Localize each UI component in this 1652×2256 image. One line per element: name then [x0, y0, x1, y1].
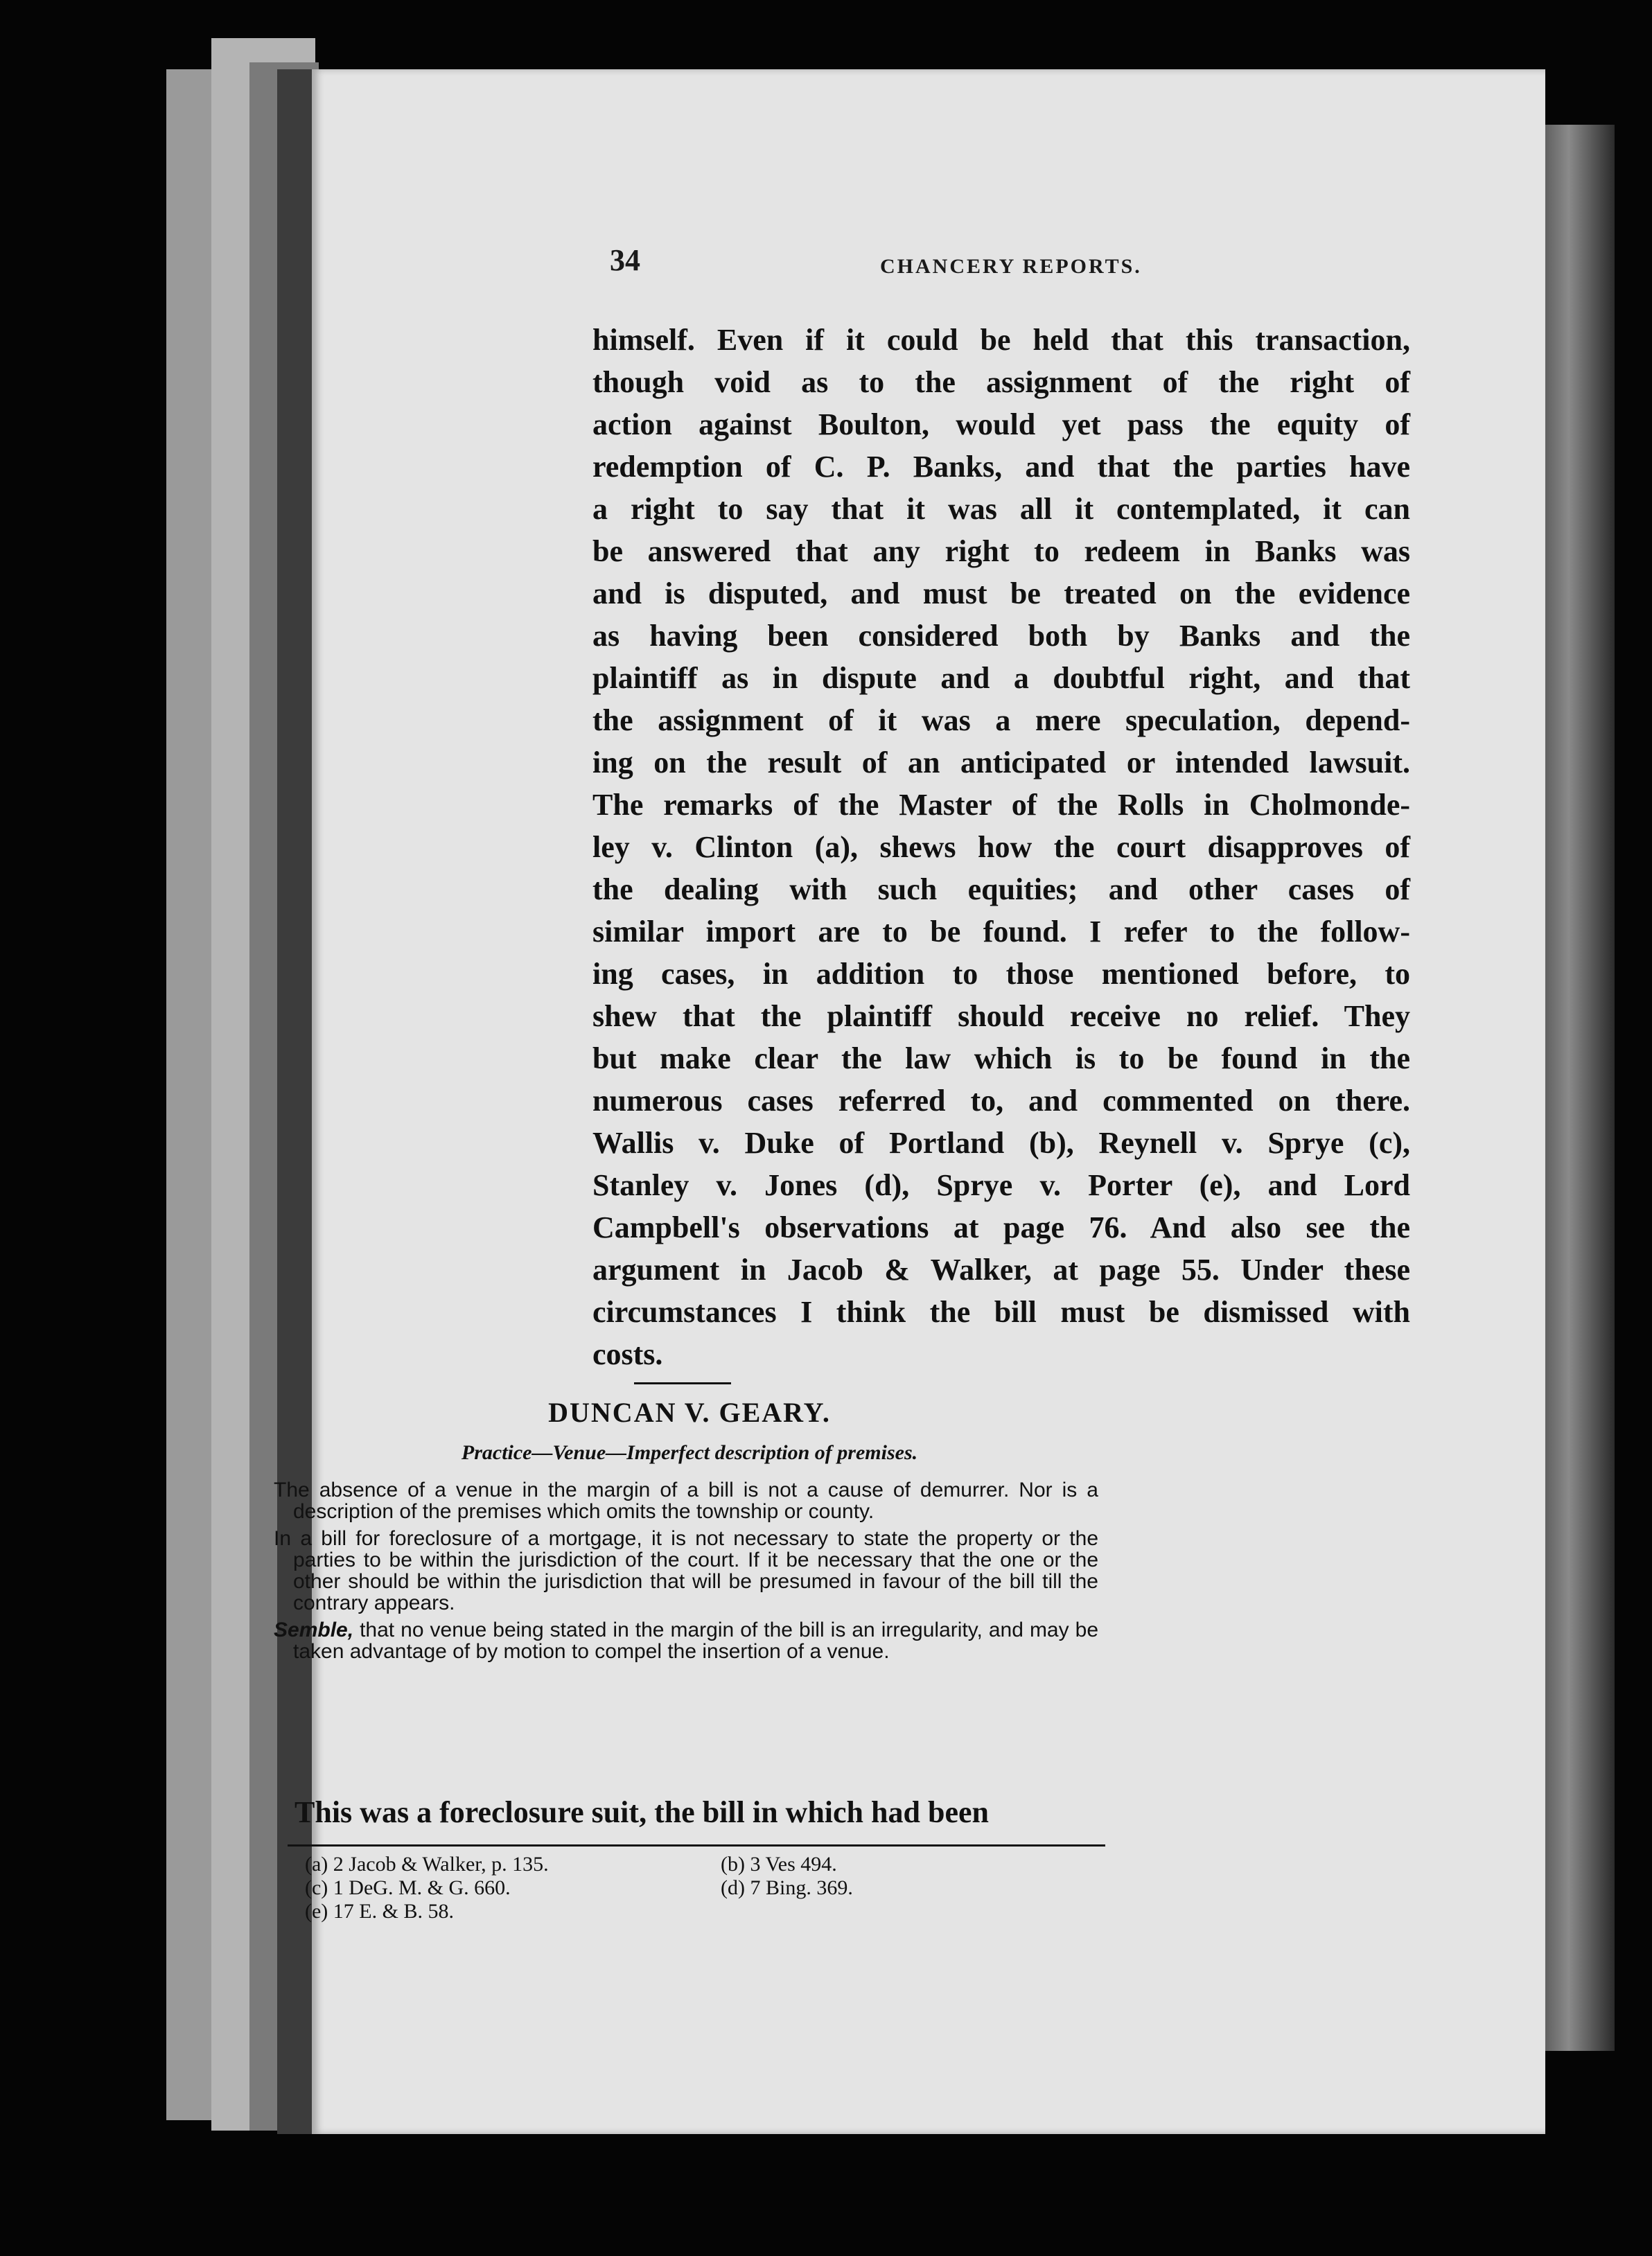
page-edge-shadow [1538, 125, 1615, 2051]
body-line: Campbell's observations at page 76. And also see the [592, 1210, 1410, 1244]
body-line: a right to say that it was all it contemplated, it can [592, 492, 1410, 526]
page-number: 34 [610, 243, 640, 277]
case-title: DUNCAN V. GEARY. [548, 1397, 831, 1428]
body-line: shew that the plaintiff should receive no relief. They [592, 999, 1410, 1033]
page-header [610, 243, 1462, 284]
headnotes [274, 1479, 1098, 1668]
footnote: (d) 7 Bing. 369. [721, 1876, 853, 1899]
body-line: costs. [592, 1337, 663, 1371]
body-line: ing cases, in addition to those mentioned before, to [592, 957, 1410, 991]
headnote: The absence of a venue in the margin of a bill is not a cause of demurrer. Nor is a description of the premises which omits the township or county. [274, 1479, 1098, 1523]
body-line: argument in Jacob & Walker, at page 55. Under these [592, 1253, 1410, 1287]
footnote-rule [288, 1844, 1105, 1847]
running-title: CHANCERY REPORTS. [880, 255, 1142, 278]
body-paragraph [592, 319, 1410, 1375]
body-line: ley v. Clinton (a), shews how the court disapproves of [592, 830, 1410, 864]
case-subtitle: Practice—Venue—Imperfect description of premises. [461, 1441, 918, 1464]
body-line: action against Boulton, would yet pass the equity of [592, 407, 1410, 441]
body-line: Stanley v. Jones (d), Sprye v. Porter (e), and Lord [592, 1168, 1410, 1202]
body-line: Wallis v. Duke of Portland (b), Reynell v. Sprye (c), [592, 1126, 1410, 1160]
headnote: In a bill for foreclosure of a mortgage, it is not necessary to state the property or the parties to be within the jurisdiction of the court. If it be necessary that the one or the other should be within the jurisdiction that will be presumed in favour of the bill till the contrary appears. [274, 1527, 1098, 1614]
headnote [274, 1619, 1098, 1662]
headnote-lead: Semble, [274, 1619, 354, 1641]
footnote: (e) 17 E. & B. 58. [305, 1900, 454, 1923]
body-line: and is disputed, and must be treated on the evidence [592, 576, 1410, 610]
body-line: similar import are to be found. I refer to the follow- [592, 915, 1410, 949]
body-line: circumstances I think the bill must be dismissed with [592, 1295, 1410, 1329]
section-divider [634, 1382, 731, 1384]
body-line: though void as to the assignment of the right of [592, 365, 1410, 399]
body-line: the assignment of it was a mere speculation, depend- [592, 703, 1410, 737]
body-line: as having been considered both by Banks and the [592, 619, 1410, 653]
body-line: ing on the result of an anticipated or intended lawsuit. [592, 746, 1410, 779]
body-line: plaintiff as in dispute and a doubtful right, and that [592, 661, 1410, 695]
body-line: be answered that any right to redeem in Banks was [592, 534, 1410, 568]
footnote: (b) 3 Ves 494. [721, 1853, 837, 1876]
body-line: himself. Even if it could be held that this transaction, [592, 323, 1410, 357]
closing-line: This was a foreclosure suit, the bill in which had been [295, 1795, 989, 1829]
footnote: (c) 1 DeG. M. & G. 660. [305, 1876, 511, 1899]
body-line: redemption of C. P. Banks, and that the parties have [592, 450, 1410, 484]
footnote: (a) 2 Jacob & Walker, p. 135. [305, 1853, 549, 1876]
headnote-text: that no venue being stated in the margin of the bill is an irregularity, and may be taken advantage of by motion to compel the insertion of a venue. [293, 1619, 1098, 1663]
body-line: the dealing with such equities; and other cases of [592, 872, 1410, 906]
body-line: but make clear the law which is to be found in the [592, 1041, 1410, 1075]
body-line: The remarks of the Master of the Rolls in Cholmonde- [592, 788, 1410, 822]
body-line: numerous cases referred to, and commented on there. [592, 1084, 1410, 1118]
